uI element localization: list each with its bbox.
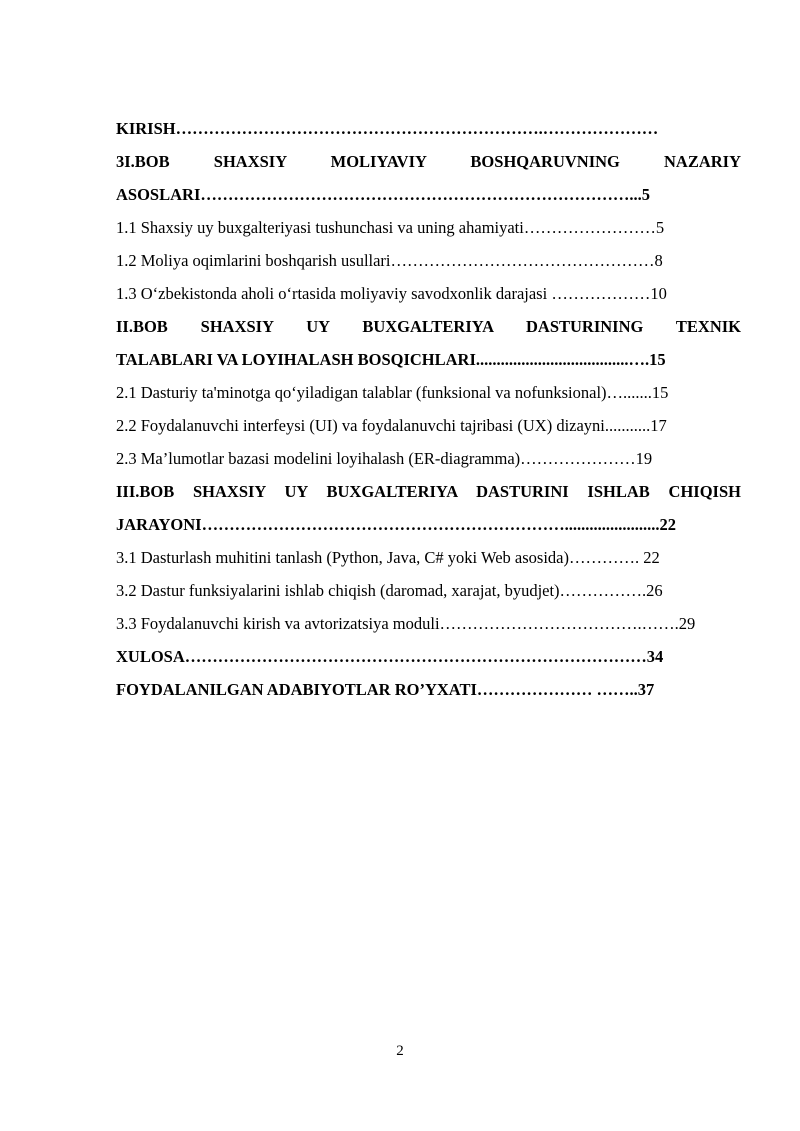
toc-item-2-2: 2.2 Foydalanuvchi interfeysi (UI) va foydalanuvchi tajribasi (UX) dizayni...........17	[116, 416, 667, 435]
page-number: 2	[396, 1043, 404, 1059]
toc-adabiyotlar: FOYDALANILGAN ADABIYOTLAR RO’YXATI………………… ……..37	[116, 680, 655, 699]
toc-chapter-2-title: II.BOB SHAXSIY UY BUXGALTERIYA DASTURINING TEXNIK	[116, 317, 741, 336]
table-of-contents	[116, 117, 741, 702]
toc-item-3-1: 3.1 Dasturlash muhitini tanlash (Python, Java, C# yoki Web asosida)…………. 22	[116, 548, 660, 567]
toc-chapter-1-title-cont: ASOSLARI……………………………………………………………………...5	[116, 185, 650, 204]
toc-chapter-1-title: 3I.BOB SHAXSIY MOLIYAVIY BOSHQARUVNING NAZARIY	[116, 152, 741, 171]
toc-chapter-3-title: III.BOB SHAXSIY UY BUXGALTERIYA DASTURINI ISHLAB CHIQISH	[116, 482, 741, 501]
toc-kirish: KIRISH………………………………………………………….…………………	[116, 119, 659, 138]
toc-item-1-1: 1.1 Shaxsiy uy buxgalteriyasi tushunchasi va uning ahamiyati……………………5	[116, 218, 665, 237]
toc-chapter-3-title-cont: JARAYONI………………………………………………………….......................22	[116, 515, 676, 534]
toc-item-2-3: 2.3 Ma’lumotlar bazasi modelini loyihalash (ER-diagramma)…………………19	[116, 449, 653, 468]
toc-xulosa: XULOSA…………………………………………………………………………34	[116, 647, 664, 666]
toc-item-1-2: 1.2 Moliya oqimlarini boshqarish usullari…………………………………………8	[116, 251, 663, 270]
toc-item-3-3: 3.3 Foydalanuvchi kirish va avtorizatsiya moduli……………………………….…….29	[116, 614, 696, 633]
toc-chapter-2-title-cont: TALABLARI VA LOYIHALASH BOSQICHLARI.....................................….15	[116, 350, 666, 369]
toc-item-1-3: 1.3 O‘zbekistonda aholi o‘rtasida moliyaviy savodxonlik darajasi ………………10	[116, 284, 667, 303]
toc-item-3-2: 3.2 Dastur funksiyalarini ishlab chiqish (daromad, xarajat, byudjet)…………….26	[116, 581, 663, 600]
toc-item-2-1: 2.1 Dasturiy ta'minotga qo‘yiladigan talablar (funksional va nofunksional)….......15	[116, 383, 669, 402]
